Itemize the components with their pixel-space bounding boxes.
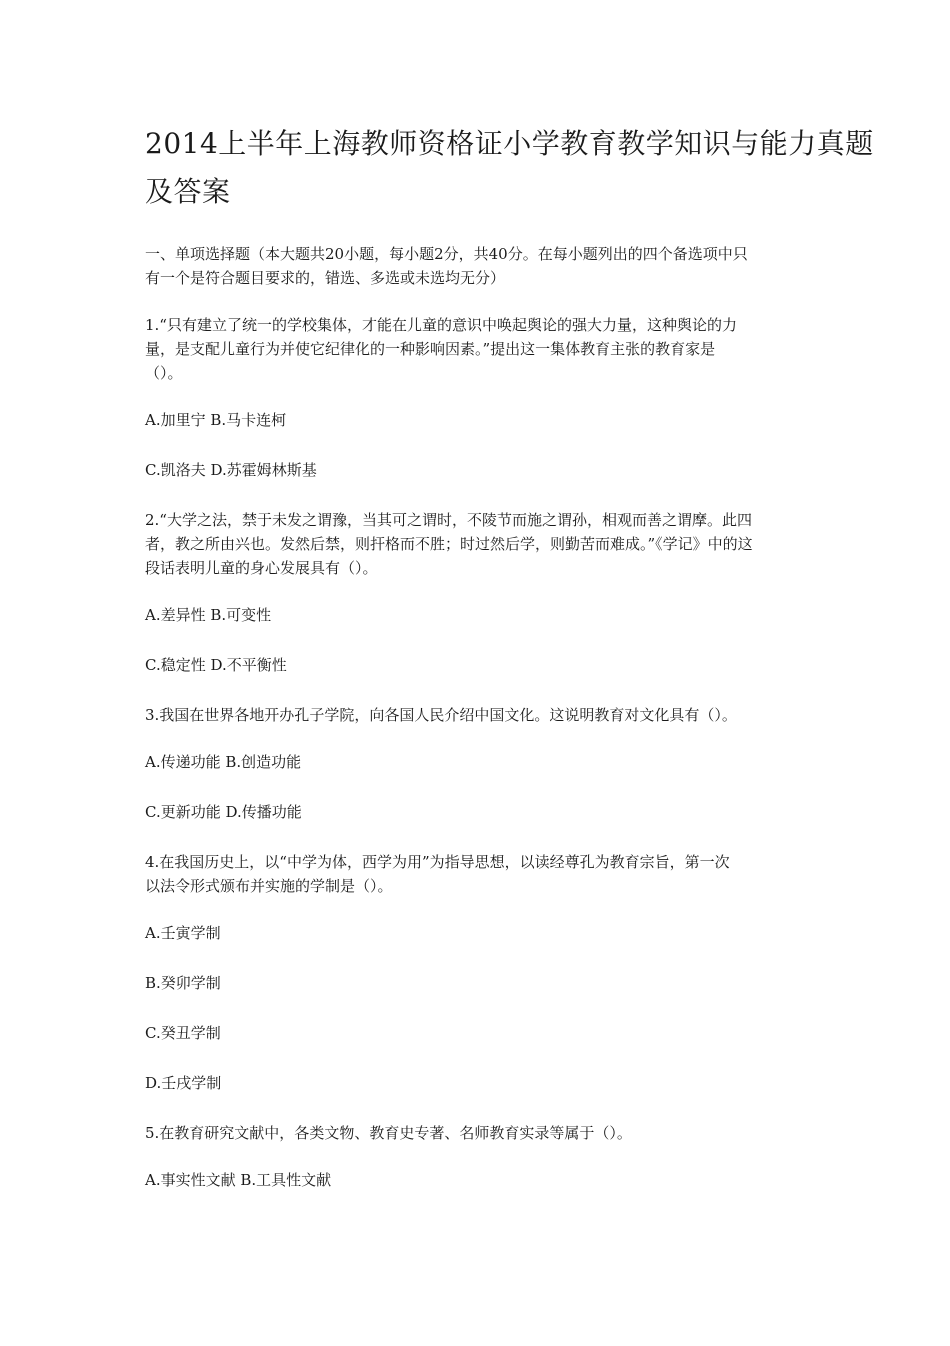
question-1-line-1: 1.“只有建立了统一的学校集体，才能在儿童的意识中唤起舆论的强大力量，这种舆论的力 (145, 316, 737, 334)
question-2-option-cd: C.稳定性 D.不平衡性 (145, 656, 287, 674)
section-line-1: 一、单项选择题（本大题共20小题，每小题2分，共40分。在每小题列出的四个备选项中只 (145, 245, 748, 263)
title-line-2: 及答案 (145, 175, 231, 208)
question-3-option-ab: A.传递功能 B.创造功能 (145, 753, 302, 771)
question-1-option-cd: C.凯洛夫 D.苏霍姆林斯基 (145, 461, 317, 479)
question-1-line-2: 量，是支配儿童行为并使它纪律化的一种影响因素。”提出这一集体教育主张的教育家是 (145, 340, 716, 358)
question-4-option-b: B.癸卯学制 (145, 974, 221, 992)
document-title (145, 120, 874, 216)
question-5 (145, 1121, 810, 1145)
question-4-option-d: D.壬戌学制 (145, 1074, 222, 1092)
question-2-line-2: 者，教之所由兴也。发然后禁，则扞格而不胜；时过然后学，则勤苦而难成。”《学记》中的这 (145, 535, 753, 553)
question-4 (145, 850, 810, 898)
question-3-option-cd: C.更新功能 D.传播功能 (145, 803, 302, 821)
question-4-line-1: 4.在我国历史上，以“中学为体，西学为用”为指导思想，以读经尊孔为教育宗旨，第一次 (145, 853, 730, 871)
question-1-option-ab: A.加里宁 B.马卡连柯 (145, 411, 287, 429)
question-5-line-1: 5.在教育研究文献中，各类文物、教育史专著、名师教育实录等属于（）。 (145, 1124, 632, 1142)
question-4-option-c: C.癸丑学制 (145, 1024, 221, 1042)
question-1 (145, 313, 810, 385)
title-line-1: 2014上半年上海教师资格证小学教育教学知识与能力真题 (145, 127, 874, 160)
question-1-line-3: （）。 (145, 364, 183, 382)
question-3-line-1: 3.我国在世界各地开办孔子学院，向各国人民介绍中国文化。这说明教育对文化具有（）。 (145, 706, 737, 724)
question-4-option-a: A.壬寅学制 (145, 924, 221, 942)
question-4-line-2: 以法令形式颁布并实施的学制是（）。 (145, 877, 393, 895)
question-2-line-1: 2.“大学之法，禁于未发之谓豫，当其可之谓时，不陵节而施之谓孙，相观而善之谓摩。此四 (145, 511, 752, 529)
question-2-line-3: 段话表明儿童的身心发展具有（）。 (145, 559, 378, 577)
section-heading (145, 242, 810, 290)
question-2 (145, 508, 810, 580)
question-5-option-ab: A.事实性文献 B.工具性文献 (145, 1171, 332, 1189)
section-line-2: 有一个是符合题目要求的，错选、多选或未选均无分） (145, 269, 506, 287)
document-page (145, 120, 874, 1218)
question-3 (145, 703, 810, 727)
question-2-option-ab: A.差异性 B.可变性 (145, 606, 272, 624)
